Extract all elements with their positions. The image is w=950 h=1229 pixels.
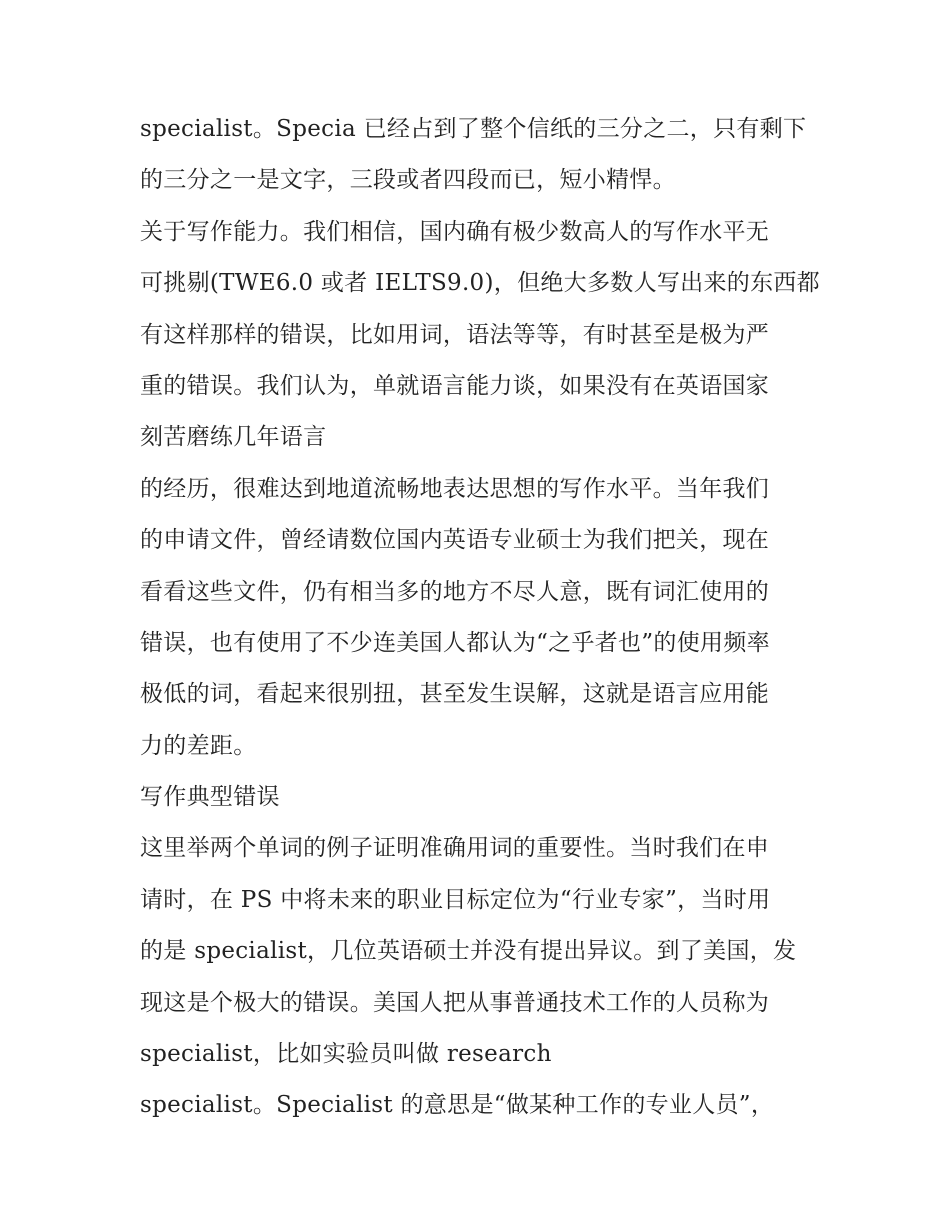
text-line: 看看这些文件，仍有相当多的地方不尽人意，既有词汇使用的 [140, 578, 770, 605]
text-line: 的申请文件，曾经请数位国内英语专业硕士为我们把关，现在 [140, 527, 770, 554]
text-line: 错误，也有使用了不少连美国人都认为“之乎者也”的使用频率 [140, 629, 770, 656]
document-body [140, 108, 820, 1136]
text-line: 这里举两个单词的例子证明准确用词的重要性。当时我们在申 [140, 835, 770, 862]
text-line: 有这样那样的错误，比如用词，语法等等，有时甚至是极为严 [140, 321, 770, 348]
text-line: 重的错误。我们认为，单就语言能力谈，如果没有在英语国家 [140, 372, 770, 399]
text-line: 关于写作能力。我们相信，国内确有极少数高人的写作水平无 [140, 218, 770, 245]
text-line: 的是 specialist，几位英语硕士并没有提出异议。到了美国，发 [140, 938, 797, 965]
text-line: 力的差距。 [140, 732, 257, 759]
section-heading: 写作典型错误 [140, 784, 280, 811]
text-line: 的经历，很难达到地道流畅地表达思想的写作水平。当年我们 [140, 475, 770, 502]
text-line: 现这是个极大的错误。美国人把从事普通技术工作的人员称为 [140, 989, 770, 1016]
text-line: 可挑剔(TWE6.0 或者 IELTS9.0)，但绝大多数人写出来的东西都 [140, 270, 820, 297]
text-line: specialist。Specialist 的意思是“做某种工作的专业人员”， [140, 1092, 775, 1119]
text-line: specialist。Specia 已经占到了整个信纸的三分之二，只有剩下 [140, 116, 807, 142]
text-line: 的三分之一是文字，三段或者四段而已，短小精悍。 [140, 167, 676, 194]
text-line: specialist，比如实验员叫做 research [140, 1041, 552, 1068]
text-line: 请时，在 PS 中将未来的职业目标定位为“行业专家”，当时用 [140, 886, 771, 913]
text-line: 极低的词，看起来很别扭，甚至发生误解，这就是语言应用能 [140, 681, 770, 708]
text-line: 刻苦磨练几年语言 [140, 424, 327, 451]
